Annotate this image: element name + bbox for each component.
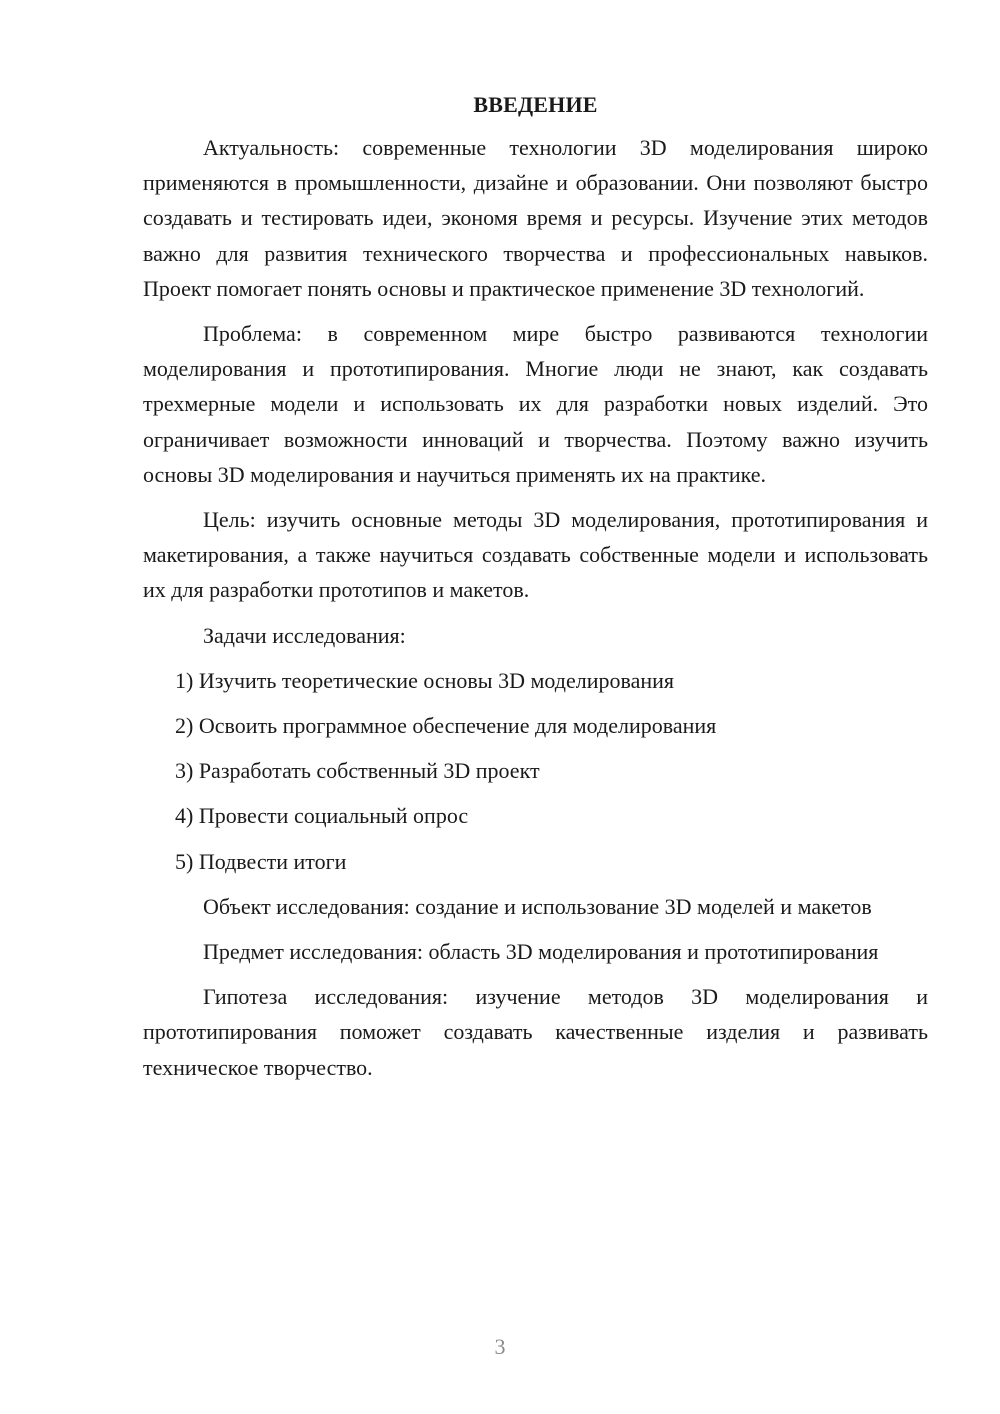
list-item: 3) Разработать собственный 3D проект	[175, 758, 540, 784]
list-item: 4) Провести социальный опрос	[175, 803, 469, 829]
tasks-heading: Задачи исследования:	[203, 622, 406, 648]
goal-paragraph: Цель: изучить основные методы 3D моделирования, прототипирования и макетирования, а также научиться создавать собственные модели и использовать их для разработки прототипов и макетов.	[143, 507, 928, 603]
list-item: 5) Подвести итоги	[175, 848, 347, 874]
subject-paragraph: Предмет исследования: область 3D моделирования и прототипирования	[203, 939, 879, 965]
tasks-list	[143, 663, 928, 879]
relevance-paragraph: Актуальность: современные технологии 3D моделирования широко применяются в промышленности, дизайне и образовании. Они позволяют быстро создавать и тестировать идеи, экономя время и ресурсы. Изучение этих методов важно для развития технического творчества и профессиональных навыков. Проект помогает понять основы и практическое применение 3D технологий.	[143, 135, 928, 301]
object-paragraph: Объект исследования: создание и использование 3D моделей и макетов	[203, 893, 872, 919]
hypothesis-paragraph: Гипотеза исследования: изучение методов 3D моделирования и прототипирования поможет создавать качественные изделия и развивать техническое творчество.	[143, 984, 928, 1080]
list-item: 2) Освоить программное обеспечение для моделирования	[175, 713, 717, 739]
page-number: 3	[494, 1334, 506, 1359]
problem-paragraph: Проблема: в современном мире быстро развиваются технологии моделирования и прототипирования. Многие люди не знают, как создавать трехмерные модели и использовать их для разработки новых изделий. Это ограничивает возможности инноваций и творчества. Поэтому важно изучить основы 3D моделирования и научиться применять их на практике.	[143, 321, 928, 487]
page-title: ВВЕДЕНИЕ	[473, 92, 598, 117]
list-item: 1) Изучить теоретические основы 3D моделирования	[175, 667, 674, 693]
page-content	[143, 90, 928, 1095]
